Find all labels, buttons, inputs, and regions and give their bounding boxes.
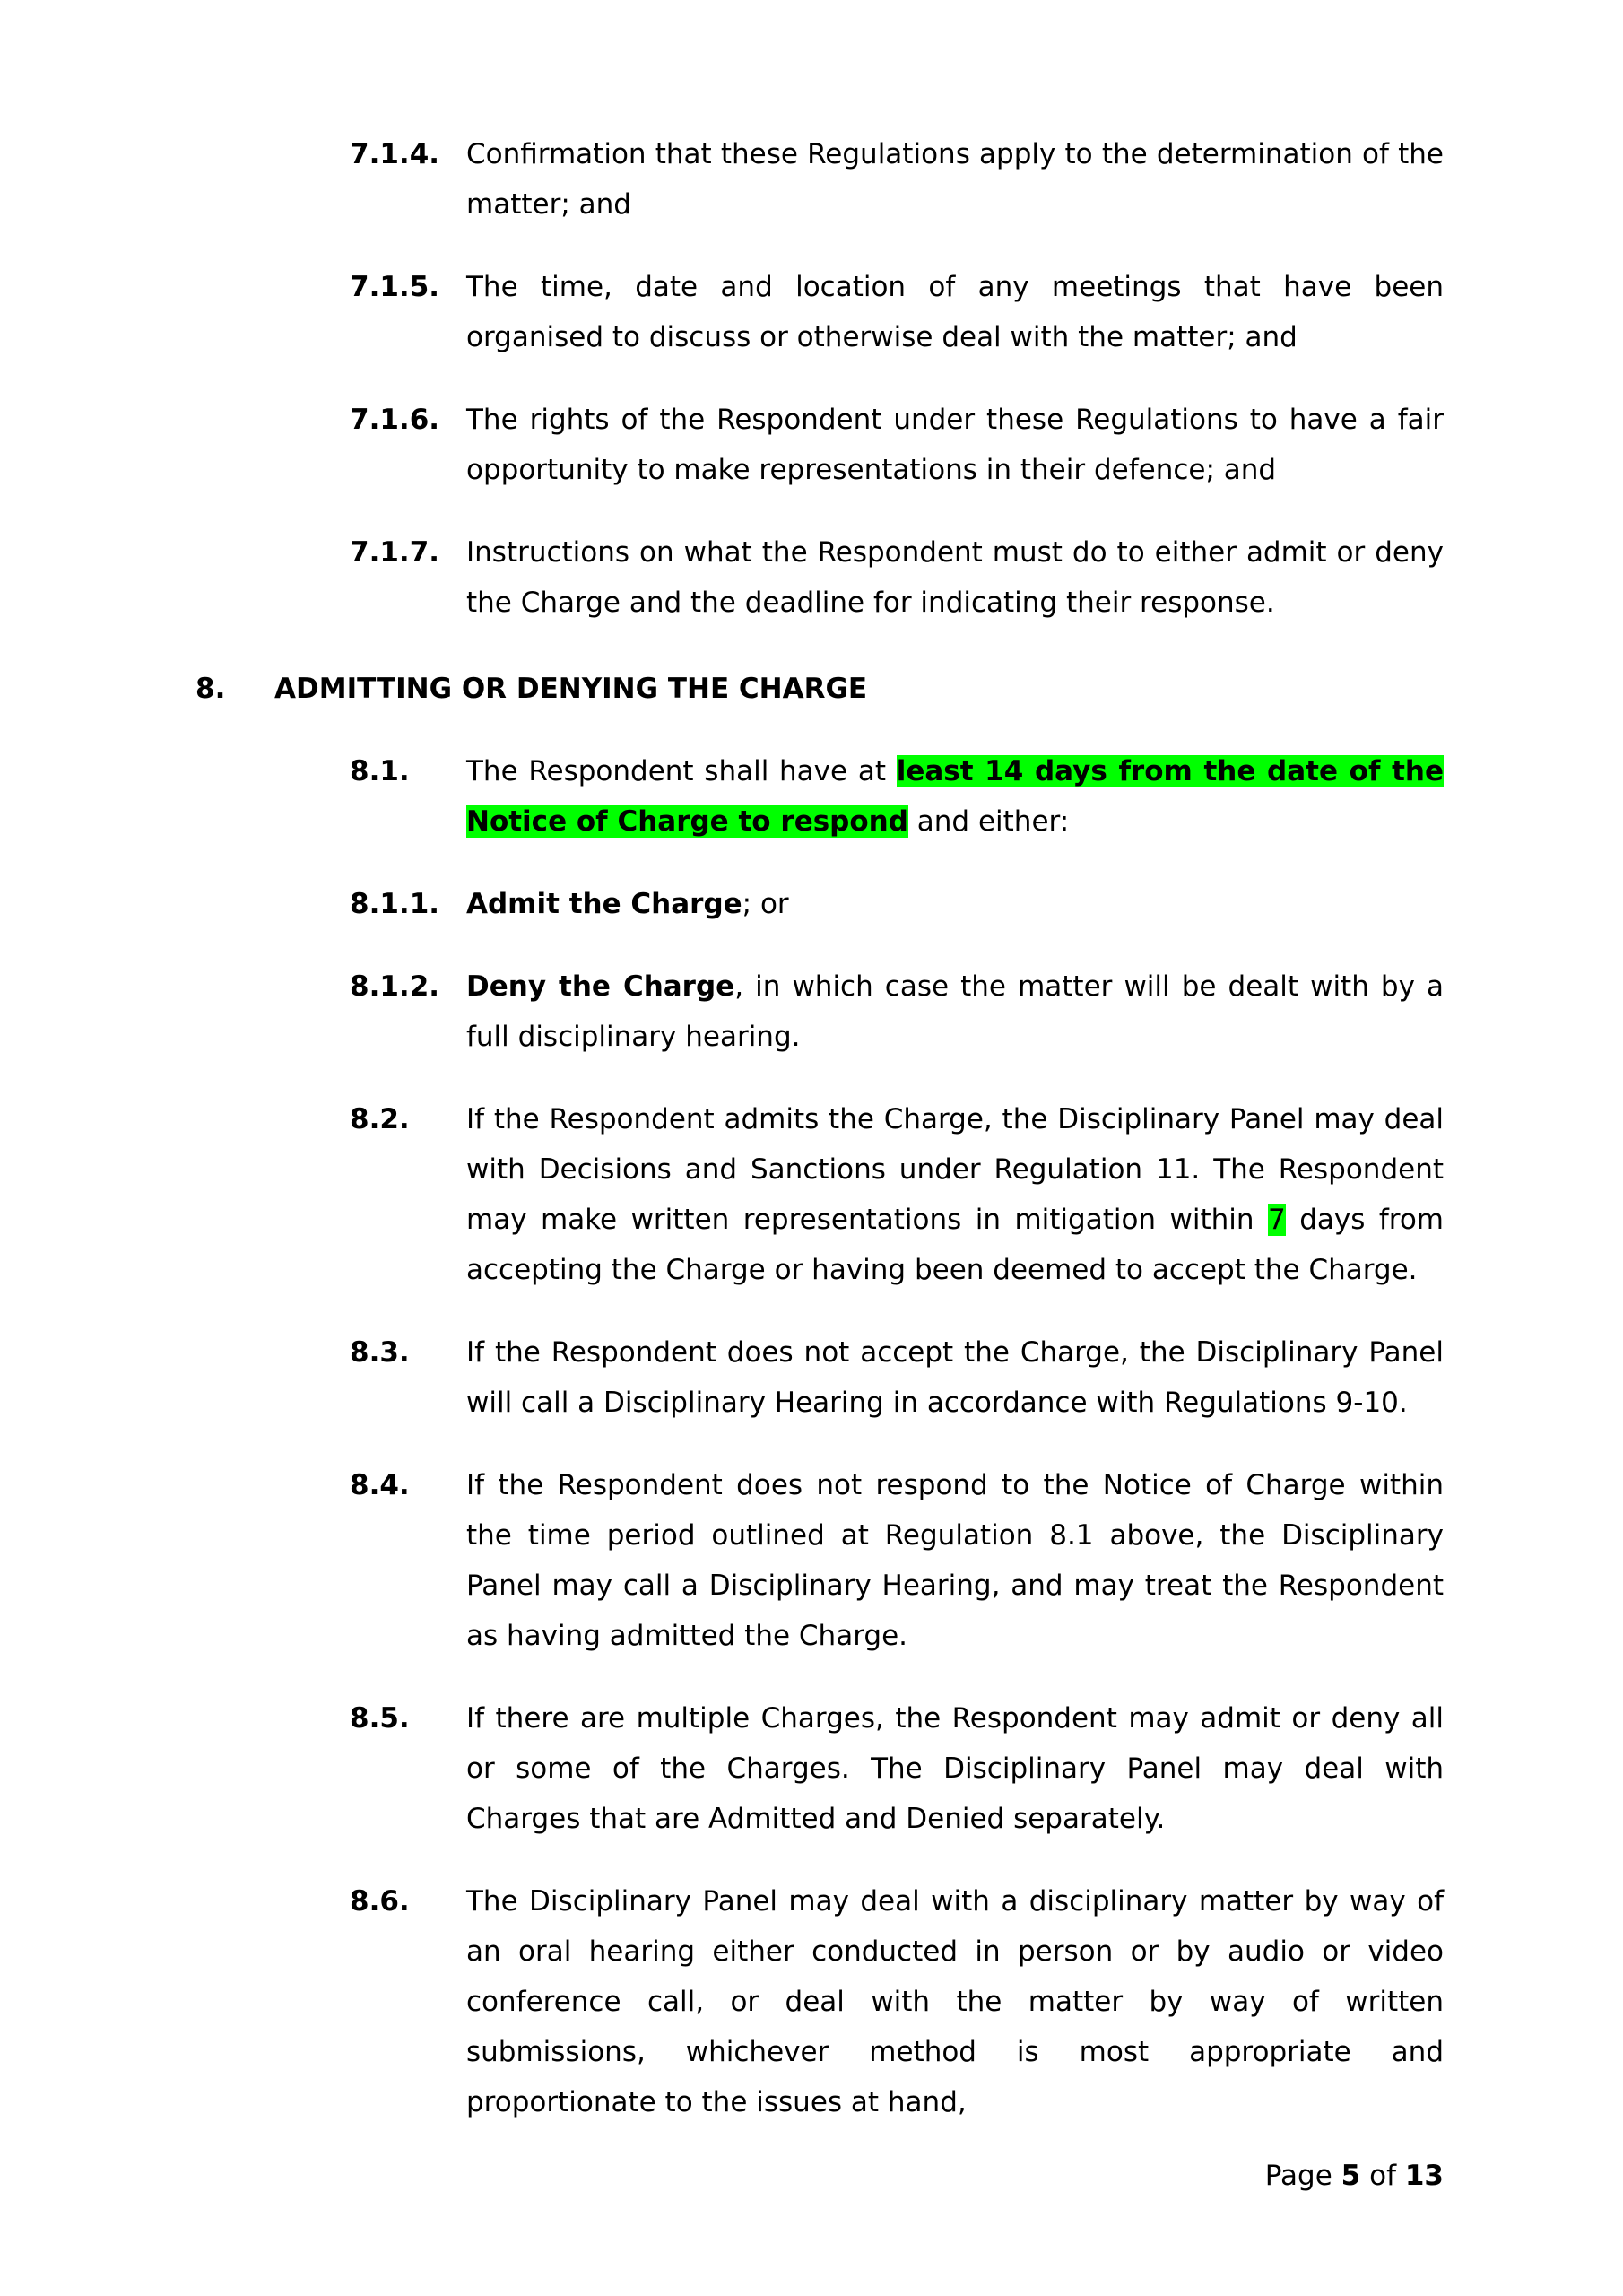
total-pages: 13 [1404, 2160, 1444, 2192]
clause-text [466, 879, 1444, 929]
clause-text: If the Respondent does not accept the Charge, the Disciplinary Panel will call a Disciplinary Hearing in accordance with Regulations 9-10. [466, 1336, 1444, 1419]
clause-7-1-4 [350, 129, 1444, 230]
bold-text: Deny the Charge [466, 970, 735, 1003]
clause-text [466, 961, 1444, 1062]
clause-number: 8.1.1. [350, 888, 440, 920]
clause-text-before: If the Respondent admits the Charge, the Disciplinary Panel may deal with Decisions and Sanctions under Regulation 11. The Respondent may make written representations in mitigation within [466, 1103, 1444, 1236]
clause-number: 7.1.6. [350, 404, 440, 436]
clause-8-1-2 [350, 961, 1444, 1062]
clause-text-after: ; or [742, 888, 789, 920]
clause-text: Instructions on what the Respondent must do to either admit or deny the Charge and the deadline for indicating their response. [466, 536, 1444, 619]
clause-8-5 [350, 1693, 1444, 1844]
clause-7-1-6 [350, 395, 1444, 495]
current-page: 5 [1341, 2160, 1361, 2192]
clause-text [466, 746, 1444, 847]
page-number-footer [1265, 2151, 1444, 2201]
clause-number: 7.1.5. [350, 271, 440, 303]
of-label: of [1369, 2160, 1396, 2192]
bold-text: Admit the Charge [466, 888, 742, 920]
clause-number: 8.6. [350, 1885, 410, 1918]
page-label: Page [1264, 2160, 1332, 2192]
clause-number: 8.1.2. [350, 970, 440, 1003]
clause-number: 8.1. [350, 755, 410, 787]
highlighted-text: least 14 days from the date of the Notice of Charge to respond [466, 755, 1445, 838]
highlighted-text: 7 [1268, 1204, 1286, 1236]
clause-text-after: and either: [907, 805, 1070, 838]
clause-text-after: days from accepting the Charge or having been deemed to accept the Charge. [466, 1204, 1444, 1286]
clause-8-2 [350, 1094, 1444, 1295]
clause-number: 7.1.4. [350, 138, 440, 170]
clause-text: Confirmation that these Regulations apply to the determination of the matter; and [466, 138, 1444, 221]
clause-7-1-7 [350, 527, 1444, 628]
section-title: ADMITTING OR DENYING THE CHARGE [274, 673, 868, 705]
clause-number: 7.1.7. [350, 536, 440, 569]
clause-8-1-1 [350, 879, 1444, 929]
clause-8-3 [350, 1327, 1444, 1428]
clause-number: 8.3. [350, 1336, 410, 1369]
clause-8-4 [350, 1460, 1444, 1661]
section-heading [195, 664, 1451, 714]
clause-number: 8.4. [350, 1469, 410, 1501]
clause-text [466, 1094, 1444, 1295]
clause-number: 8.5. [350, 1702, 410, 1735]
clause-text: The Disciplinary Panel may deal with a disciplinary matter by way of an oral hearing either conducted in person or by audio or video conference call, or deal with the matter by way of written submissions, whichever method is most appropriate and proportionate to the issues at hand, [466, 1885, 1444, 2118]
clause-8-6 [350, 1876, 1444, 2127]
clause-8-1 [350, 746, 1444, 847]
clause-text: The time, date and location of any meetings that have been organised to discuss or otherwise deal with the matter; and [466, 271, 1444, 353]
section-number: 8. [195, 673, 226, 705]
clause-text-after: , in which case the matter will be dealt with by a full disciplinary hearing. [466, 970, 1444, 1053]
clause-text: The rights of the Respondent under these Regulations to have a fair opportunity to make representations in their defence; and [466, 404, 1444, 486]
clause-text-before: The Respondent shall have at [466, 755, 897, 787]
clause-number: 8.2. [350, 1103, 410, 1135]
clause-text: If the Respondent does not respond to the Notice of Charge within the time period outlined at Regulation 8.1 above, the Disciplinary Panel may call a Disciplinary Hearing, and may treat the Respondent as having admitted the Charge. [466, 1469, 1444, 1652]
clause-text: If there are multiple Charges, the Respondent may admit or deny all or some of the Charges. The Disciplinary Panel may deal with Charges that are Admitted and Denied separately. [466, 1702, 1444, 1835]
clause-7-1-5 [350, 262, 1444, 362]
